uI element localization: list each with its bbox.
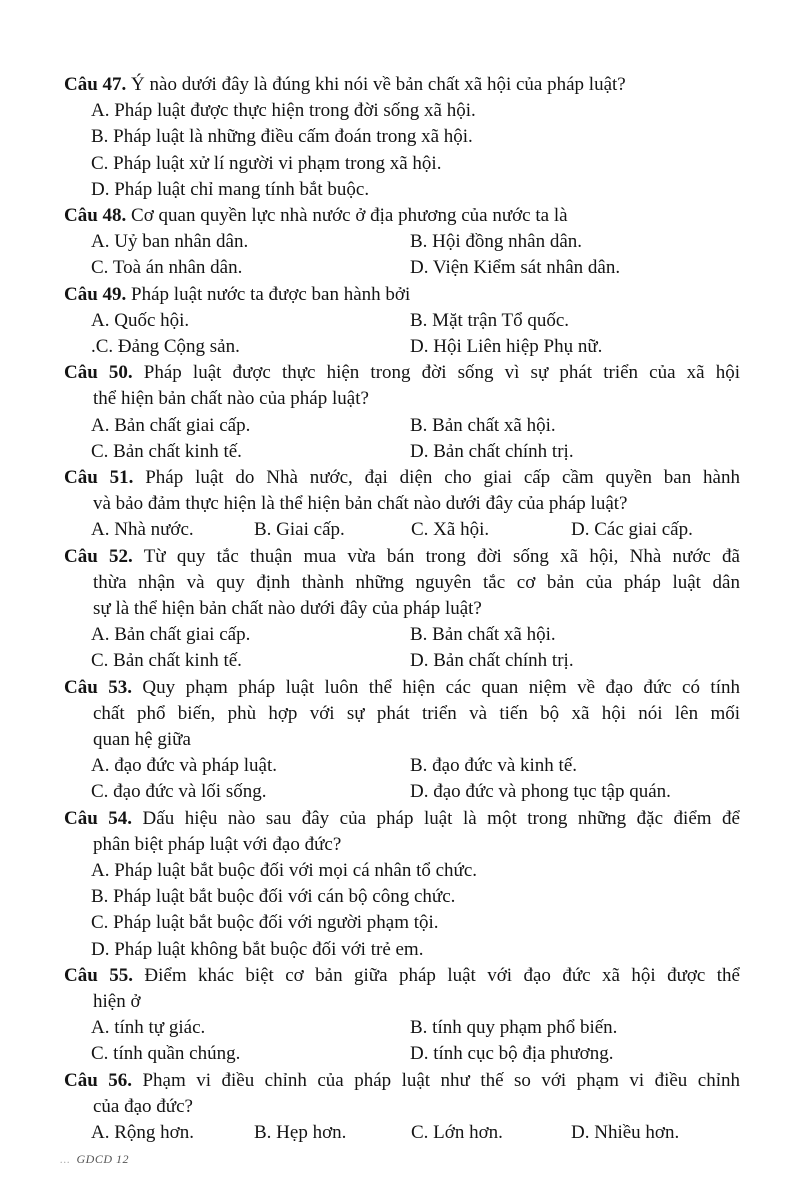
answer-option-a[interactable]: A. đạo đức và pháp luật.	[91, 755, 277, 777]
question-text-line: chất phổ biến, phù hợp với sự phát triển và tiến bộ xã hội nói lên mối	[93, 702, 740, 724]
footer-page-mark: ...	[60, 1152, 71, 1166]
answer-option-b[interactable]: B. Bản chất xã hội.	[410, 624, 556, 646]
answer-option-b[interactable]: B. đạo đức và kinh tế.	[410, 755, 578, 777]
question-text-line: thừa nhận và quy định thành những nguyên tắc cơ bản của pháp luật dân	[93, 571, 740, 593]
question-text-line	[64, 544, 740, 570]
answer-option-d[interactable]: D. Bản chất chính trị.	[410, 650, 574, 672]
question-number: Câu 54.	[64, 807, 133, 829]
question-text-line	[64, 203, 740, 229]
question-number: Câu 47.	[64, 74, 127, 95]
question-text-line	[64, 72, 740, 98]
answer-option-d[interactable]: D. Các giai cấp.	[571, 519, 693, 541]
answer-option-a[interactable]: A. Nhà nước.	[91, 519, 194, 541]
answer-option-b[interactable]: B. Mặt trận Tổ quốc.	[410, 309, 570, 331]
answer-option-d[interactable]: D. Viện Kiểm sát nhân dân.	[410, 257, 621, 279]
answer-option-a[interactable]: A. Uỷ ban nhân dân.	[91, 231, 249, 253]
question-text-line	[64, 465, 740, 491]
question-text-line: phân biệt pháp luật với đạo đức?	[93, 833, 342, 855]
answer-option-c[interactable]: C. Bản chất kinh tế.	[91, 440, 242, 462]
answer-option-b[interactable]: B. Bản chất xã hội.	[410, 414, 556, 436]
question-text-line	[64, 963, 740, 989]
question-text-line: thể hiện bản chất nào của pháp luật?	[93, 388, 369, 410]
answer-option-c[interactable]: C. Toà án nhân dân.	[91, 257, 243, 279]
question-stem: Pháp luật do Nhà nước, đại diện cho giai cấp cầm quyền ban hành	[133, 467, 740, 488]
answer-option-a[interactable]: A. Pháp luật bắt buộc đối với mọi cá nhân tổ chức.	[91, 859, 478, 881]
answer-option-d[interactable]: D. Nhiều hơn.	[571, 1121, 680, 1143]
question-stem: Quy phạm pháp luật luôn thể hiện các quan niệm về đạo đức có tính	[131, 676, 740, 698]
answer-option-d[interactable]: D. tính cục bộ địa phương.	[410, 1043, 614, 1065]
question-text-line: sự là thể hiện bản chất nào dưới đây của pháp luật?	[93, 597, 482, 619]
question-number: Câu 49.	[64, 283, 127, 305]
footer-label: GDCD 12	[76, 1152, 130, 1166]
answer-option-c[interactable]: C. Xã hội.	[411, 519, 490, 541]
answer-option-a[interactable]: A. Quốc hội.	[91, 309, 190, 331]
answer-option-c[interactable]: C. tính quần chúng.	[91, 1043, 241, 1065]
answer-option-d[interactable]: D. Hội Liên hiệp Phụ nữ.	[410, 335, 603, 357]
answer-option-d[interactable]: D. Pháp luật không bắt buộc đối với trẻ em.	[91, 938, 424, 960]
question-number: Câu 53.	[64, 676, 132, 698]
answer-option-c[interactable]: .C. Đảng Cộng sản.	[91, 335, 240, 357]
answer-option-d[interactable]: D. đạo đức và phong tục tập quán.	[410, 781, 671, 803]
answer-option-d[interactable]: D. Bản chất chính trị.	[410, 440, 574, 462]
question-number: Câu 48.	[64, 205, 127, 226]
question-text-line	[64, 282, 740, 308]
question-text-line: và bảo đảm thực hiện là thể hiện bản chất nào dưới đây của pháp luật?	[93, 493, 628, 515]
question-text-line: của đạo đức?	[93, 1095, 193, 1117]
answer-option-b[interactable]: B. Pháp luật bắt buộc đối với cán bộ công chức.	[91, 886, 456, 908]
answer-option-c[interactable]: C. Bản chất kinh tế.	[91, 650, 242, 672]
question-text-line	[64, 675, 740, 701]
question-stem: Pháp luật được thực hiện trong đời sống vì sự phát triển của xã hội	[132, 362, 740, 384]
question-stem: Pháp luật nước ta được ban hành bởi	[126, 283, 411, 305]
question-number: Câu 52.	[64, 545, 133, 567]
question-number: Câu 50.	[64, 362, 133, 384]
question-number: Câu 51.	[64, 467, 134, 488]
question-stem: Dấu hiệu nào sau đây của pháp luật là một trong những đặc điểm để	[132, 807, 740, 829]
question-stem: Điểm khác biệt cơ bản giữa pháp luật với đạo đức xã hội được thể	[132, 964, 740, 986]
answer-option-a[interactable]: A. Rộng hơn.	[91, 1121, 194, 1143]
answer-option-b[interactable]: B. Hội đồng nhân dân.	[410, 231, 583, 253]
answer-option-c[interactable]: C. Lớn hơn.	[411, 1121, 503, 1143]
question-text-line: hiện ở	[93, 990, 141, 1012]
answer-option-c[interactable]: C. Pháp luật bắt buộc đối với người phạm tội.	[91, 912, 439, 934]
answer-option-b[interactable]: B. Giai cấp.	[254, 519, 345, 541]
question-text-line	[64, 360, 740, 386]
answer-option-c[interactable]: C. đạo đức và lối sống.	[91, 781, 267, 803]
question-stem: Cơ quan quyền lực nhà nước ở địa phương của nước ta là	[126, 205, 568, 226]
answer-option-d[interactable]: D. Pháp luật chỉ mang tính bắt buộc.	[91, 178, 370, 200]
question-text-line: quan hệ giữa	[93, 728, 191, 750]
answer-option-a[interactable]: A. Pháp luật được thực hiện trong đời sống xã hội.	[91, 100, 476, 122]
question-stem: Phạm vi điều chỉnh của pháp luật như thế so với phạm vi điều chỉnh	[132, 1069, 740, 1091]
question-number: Câu 56.	[64, 1069, 133, 1091]
answer-option-a[interactable]: A. Bản chất giai cấp.	[91, 624, 251, 646]
page-footer	[60, 1152, 129, 1167]
question-stem: Từ quy tắc thuận mua vừa bán trong đời sống xã hội, Nhà nước đã	[132, 545, 740, 567]
answer-option-a[interactable]: A. Bản chất giai cấp.	[91, 414, 251, 436]
answer-option-b[interactable]: B. Pháp luật là những điều cấm đoán trong xã hội.	[91, 126, 473, 148]
answer-option-a[interactable]: A. tính tự giác.	[91, 1017, 206, 1039]
question-number: Câu 55.	[64, 964, 133, 986]
answer-option-b[interactable]: B. Hẹp hơn.	[254, 1121, 347, 1143]
answer-option-b[interactable]: B. tính quy phạm phổ biến.	[410, 1017, 618, 1039]
question-stem: Ý nào dưới đây là đúng khi nói về bản chất xã hội của pháp luật?	[126, 74, 626, 95]
question-text-line	[64, 1068, 740, 1094]
question-text-line	[64, 806, 740, 832]
answer-option-c[interactable]: C. Pháp luật xử lí người vi phạm trong xã hội.	[91, 152, 442, 174]
